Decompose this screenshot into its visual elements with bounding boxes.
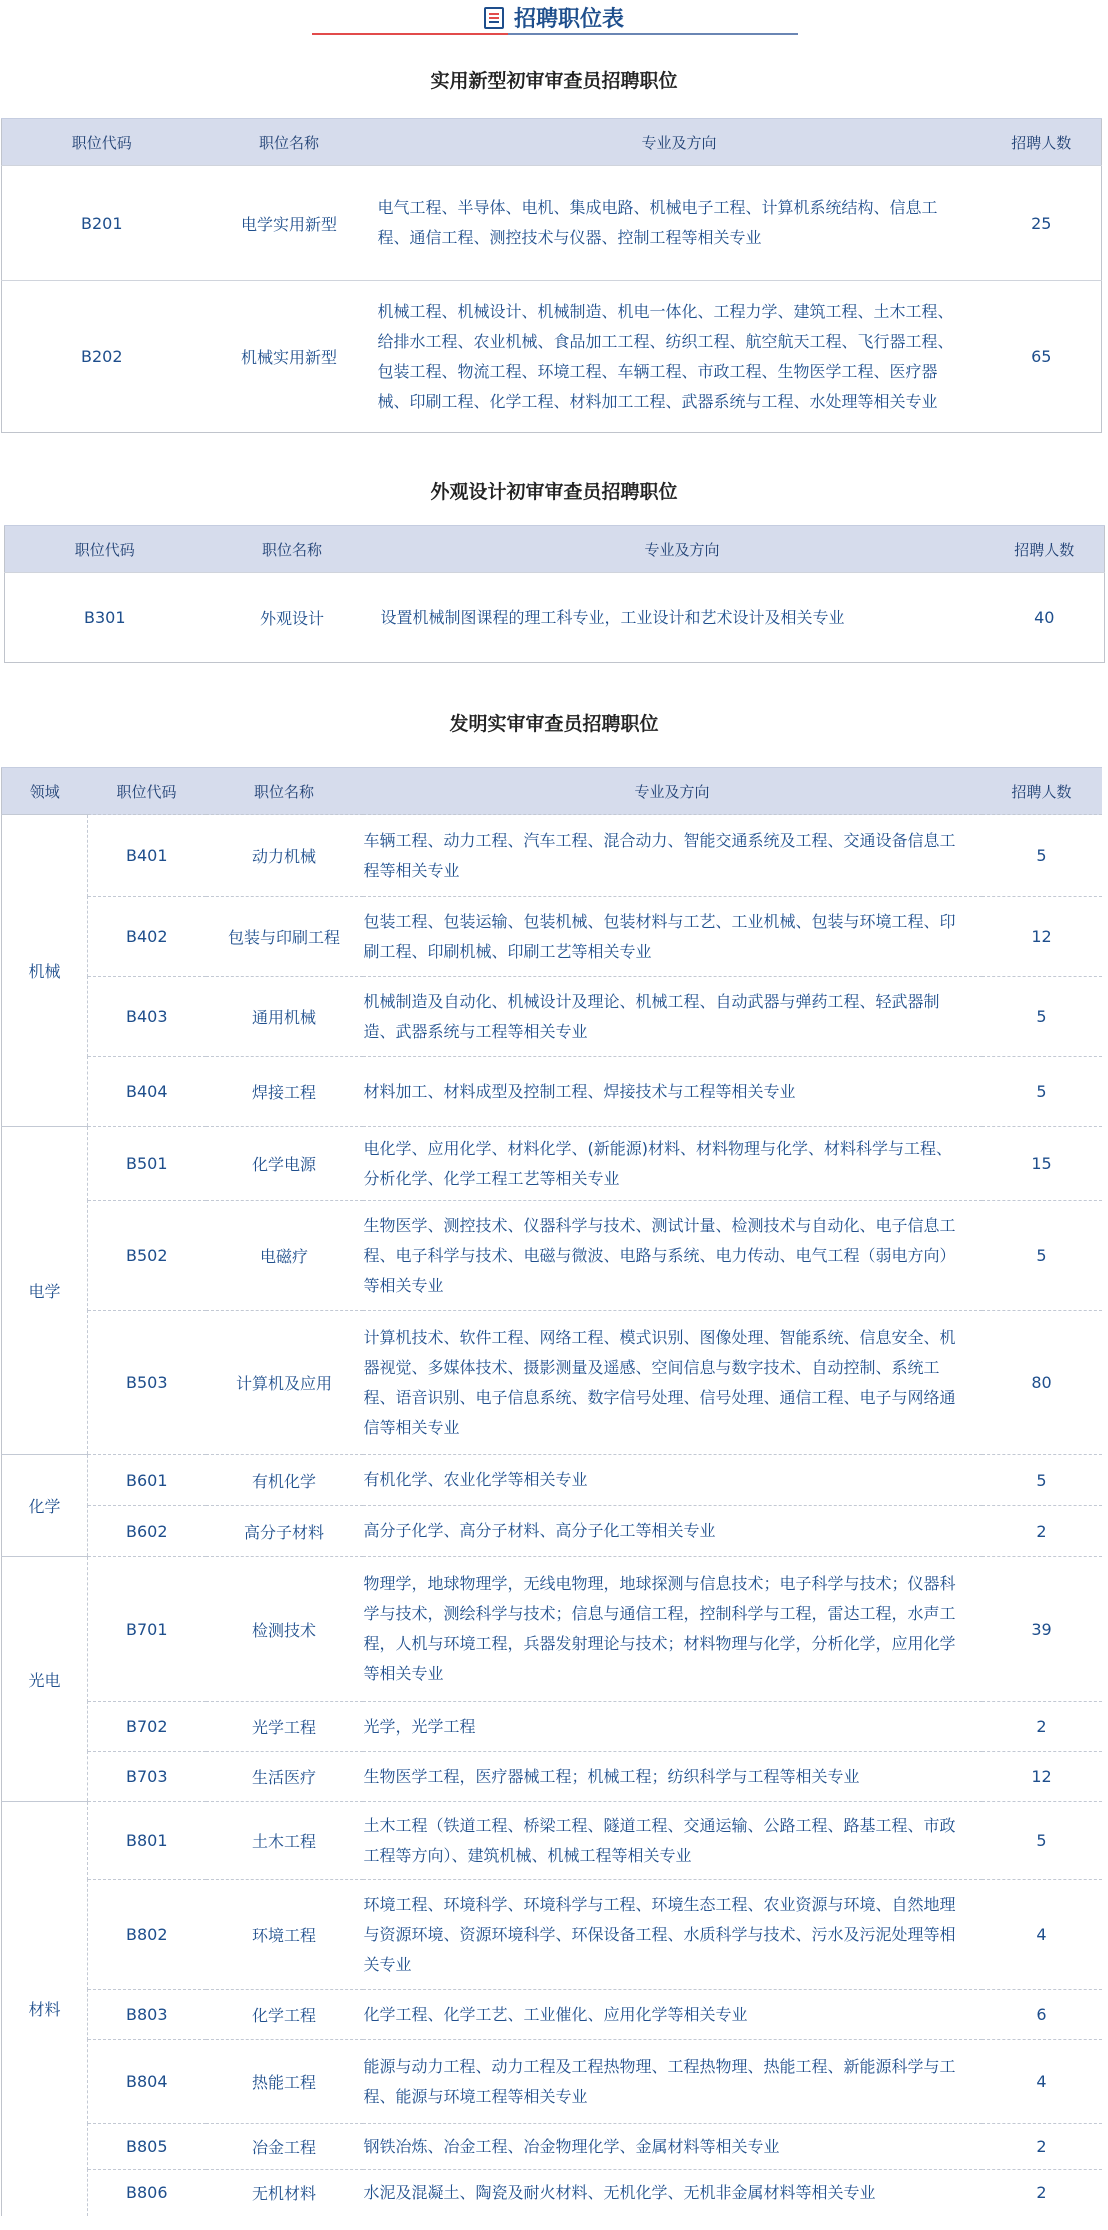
position-code: B806 (88, 2170, 206, 2216)
position-name: 热能工程 (206, 2040, 363, 2124)
position-major: 有机化学、农业化学等相关专业 (363, 1455, 982, 1506)
position-code: B402 (88, 897, 206, 977)
position-count: 5 (982, 1455, 1102, 1506)
table-row (2, 1057, 1102, 1127)
position-major: 生物医学工程，医疗器械工程；机械工程；纺织科学与工程等相关专业 (363, 1752, 982, 1802)
position-major: 电气工程、半导体、电机、集成电路、机械电子工程、计算机系统结构、信息工程、通信工程、测控技术与仪器、控制工程等相关专业 (377, 166, 982, 281)
col-code: 职位代码 (88, 768, 206, 815)
position-code: B403 (88, 977, 206, 1057)
position-count: 65 (982, 281, 1102, 433)
position-major: 材料加工、材料成型及控制工程、焊接技术与工程等相关专业 (363, 1057, 982, 1127)
table-row (2, 2040, 1102, 2124)
table-row (5, 573, 1105, 663)
position-name: 包装与印刷工程 (206, 897, 363, 977)
utility-table (1, 118, 1102, 433)
position-code: B503 (88, 1311, 206, 1455)
position-code: B701 (88, 1557, 206, 1702)
position-count: 5 (982, 977, 1102, 1057)
table-row (2, 1311, 1102, 1455)
position-count: 12 (982, 897, 1102, 977)
position-name: 化学电源 (206, 1127, 363, 1201)
col-name: 职位名称 (206, 768, 363, 815)
table-row (2, 1880, 1102, 1990)
position-count: 5 (982, 1057, 1102, 1127)
table-row (2, 1455, 1102, 1506)
position-major: 光学，光学工程 (363, 1702, 982, 1752)
position-code: B202 (2, 281, 202, 433)
area-cell: 材料 (2, 1802, 88, 2216)
position-count: 2 (982, 1506, 1102, 1557)
table-row (2, 1557, 1102, 1702)
table-row (2, 1506, 1102, 1557)
position-name: 光学工程 (206, 1702, 363, 1752)
position-name: 化学工程 (206, 1990, 363, 2040)
table-row (2, 1990, 1102, 2040)
page-title (484, 2, 624, 33)
position-code: B703 (88, 1752, 206, 1802)
position-code: B401 (88, 815, 206, 897)
position-name: 有机化学 (206, 1455, 363, 1506)
position-major: 化学工程、化学工艺、工业催化、应用化学等相关专业 (363, 1990, 982, 2040)
position-code: B804 (88, 2040, 206, 2124)
col-name: 职位名称 (202, 119, 377, 166)
col-major: 专业及方向 (377, 119, 982, 166)
col-count: 招聘人数 (982, 768, 1102, 815)
position-code: B201 (2, 166, 202, 281)
position-name: 计算机及应用 (206, 1311, 363, 1455)
table-row (2, 1752, 1102, 1802)
position-name: 动力机械 (206, 815, 363, 897)
position-major: 生物医学、测控技术、仪器科学与技术、测试计量、检测技术与自动化、电子信息工程、电子科学与技术、电磁与微波、电路与系统、电力传动、电气工程（弱电方向）等相关专业 (363, 1201, 982, 1311)
position-major: 高分子化学、高分子材料、高分子化工等相关专业 (363, 1506, 982, 1557)
col-count: 招聘人数 (985, 526, 1105, 573)
area-cell: 电学 (2, 1127, 88, 1455)
position-name: 生活医疗 (206, 1752, 363, 1802)
table-row (2, 1802, 1102, 1880)
section-title-utility: 实用新型初审审查员招聘职位 (430, 70, 678, 92)
title-underline-blue (508, 33, 798, 35)
position-major: 机械工程、机械设计、机械制造、机电一体化、工程力学、建筑工程、土木工程、给排水工程、农业机械、食品加工工程、纺织工程、航空航天工程、飞行器工程、包装工程、物流工程、环境工程、车辆工程、市政工程、生物医学工程、医疗器械、印刷工程、化学工程、材料加工工程、武器系统与工程、水处理等相关专业 (377, 281, 982, 433)
position-count: 5 (982, 1802, 1102, 1880)
col-major: 专业及方向 (380, 526, 985, 573)
position-code: B805 (88, 2124, 206, 2170)
document-icon (484, 7, 504, 29)
position-name: 检测技术 (206, 1557, 363, 1702)
position-count: 4 (982, 1880, 1102, 1990)
position-code: B602 (88, 1506, 206, 1557)
area-cell: 光电 (2, 1557, 88, 1802)
position-code: B301 (5, 573, 205, 663)
table-row (2, 281, 1102, 433)
position-code: B702 (88, 1702, 206, 1752)
position-major: 土木工程（铁道工程、桥梁工程、隧道工程、交通运输、公路工程、路基工程、市政工程等方向）、建筑机械、机械工程等相关专业 (363, 1802, 982, 1880)
col-name: 职位名称 (205, 526, 380, 573)
position-major: 水泥及混凝土、陶瓷及耐火材料、无机化学、无机非金属材料等相关专业 (363, 2170, 982, 2216)
position-name: 冶金工程 (206, 2124, 363, 2170)
position-count: 5 (982, 815, 1102, 897)
position-name: 电磁疗 (206, 1201, 363, 1311)
table-row (2, 1201, 1102, 1311)
col-code: 职位代码 (2, 119, 202, 166)
col-major: 专业及方向 (363, 768, 982, 815)
position-name: 外观设计 (205, 573, 380, 663)
col-area: 领域 (2, 768, 88, 815)
position-name: 无机材料 (206, 2170, 363, 2216)
title-underline-red (312, 33, 508, 35)
position-code: B802 (88, 1880, 206, 1990)
table-row (2, 166, 1102, 281)
position-count: 40 (985, 573, 1105, 663)
invention-table (1, 767, 1102, 2216)
position-code: B501 (88, 1127, 206, 1201)
position-name: 机械实用新型 (202, 281, 377, 433)
section-title-design: 外观设计初审审查员招聘职位 (430, 481, 678, 503)
design-table (4, 525, 1105, 663)
section-title-invention: 发明实审审查员招聘职位 (449, 713, 659, 735)
position-major: 计算机技术、软件工程、网络工程、模式识别、图像处理、智能系统、信息安全、机器视觉、多媒体技术、摄影测量及遥感、空间信息与数字技术、自动控制、系统工程、语音识别、电子信息系统、数字信号处理、信号处理、通信工程、电子与网络通信等相关专业 (363, 1311, 982, 1455)
table-row (2, 977, 1102, 1057)
position-count: 6 (982, 1990, 1102, 2040)
position-major: 环境工程、环境科学、环境科学与工程、环境生态工程、农业资源与环境、自然地理与资源环境、资源环境科学、环保设备工程、水质科学与技术、污水及污泥处理等相关专业 (363, 1880, 982, 1990)
position-count: 2 (982, 2170, 1102, 2216)
position-code: B601 (88, 1455, 206, 1506)
position-major: 设置机械制图课程的理工科专业，工业设计和艺术设计及相关专业 (380, 573, 985, 663)
position-count: 2 (982, 2124, 1102, 2170)
position-name: 高分子材料 (206, 1506, 363, 1557)
position-count: 15 (982, 1127, 1102, 1201)
position-major: 电化学、应用化学、材料化学、(新能源)材料、材料物理与化学、材料科学与工程、分析化学、化学工程工艺等相关专业 (363, 1127, 982, 1201)
position-count: 39 (982, 1557, 1102, 1702)
table-row (2, 815, 1102, 897)
table-row (2, 1127, 1102, 1201)
col-code: 职位代码 (5, 526, 205, 573)
position-name: 电学实用新型 (202, 166, 377, 281)
position-count: 25 (982, 166, 1102, 281)
table-row (2, 2124, 1102, 2170)
area-cell: 化学 (2, 1455, 88, 1557)
position-major: 钢铁冶炼、冶金工程、冶金物理化学、金属材料等相关专业 (363, 2124, 982, 2170)
position-name: 焊接工程 (206, 1057, 363, 1127)
table-row (2, 2170, 1102, 2216)
position-major: 能源与动力工程、动力工程及工程热物理、工程热物理、热能工程、新能源科学与工程、能源与环境工程等相关专业 (363, 2040, 982, 2124)
position-code: B803 (88, 1990, 206, 2040)
area-cell: 机械 (2, 815, 88, 1127)
position-code: B502 (88, 1201, 206, 1311)
position-count: 4 (982, 2040, 1102, 2124)
position-count: 80 (982, 1311, 1102, 1455)
page-title-text: 招聘职位表 (513, 7, 624, 32)
table-row (2, 897, 1102, 977)
position-major: 物理学，地球物理学，无线电物理，地球探测与信息技术；电子科学与技术；仪器科学与技术，测绘科学与技术；信息与通信工程，控制科学与工程，雷达工程，水声工程，人机与环境工程，兵器发射理论与技术；材料物理与化学，分析化学，应用化学等相关专业 (363, 1557, 982, 1702)
position-count: 12 (982, 1752, 1102, 1802)
position-major: 车辆工程、动力工程、汽车工程、混合动力、智能交通系统及工程、交通设备信息工程等相关专业 (363, 815, 982, 897)
position-name: 环境工程 (206, 1880, 363, 1990)
col-count: 招聘人数 (982, 119, 1102, 166)
position-major: 包装工程、包装运输、包装机械、包装材料与工艺、工业机械、包装与环境工程、印刷工程、印刷机械、印刷工艺等相关专业 (363, 897, 982, 977)
table-row (2, 1702, 1102, 1752)
position-name: 土木工程 (206, 1802, 363, 1880)
header (0, 0, 1108, 50)
position-count: 5 (982, 1201, 1102, 1311)
position-count: 2 (982, 1702, 1102, 1752)
position-major: 机械制造及自动化、机械设计及理论、机械工程、自动武器与弹药工程、轻武器制造、武器系统与工程等相关专业 (363, 977, 982, 1057)
position-code: B404 (88, 1057, 206, 1127)
position-name: 通用机械 (206, 977, 363, 1057)
position-code: B801 (88, 1802, 206, 1880)
